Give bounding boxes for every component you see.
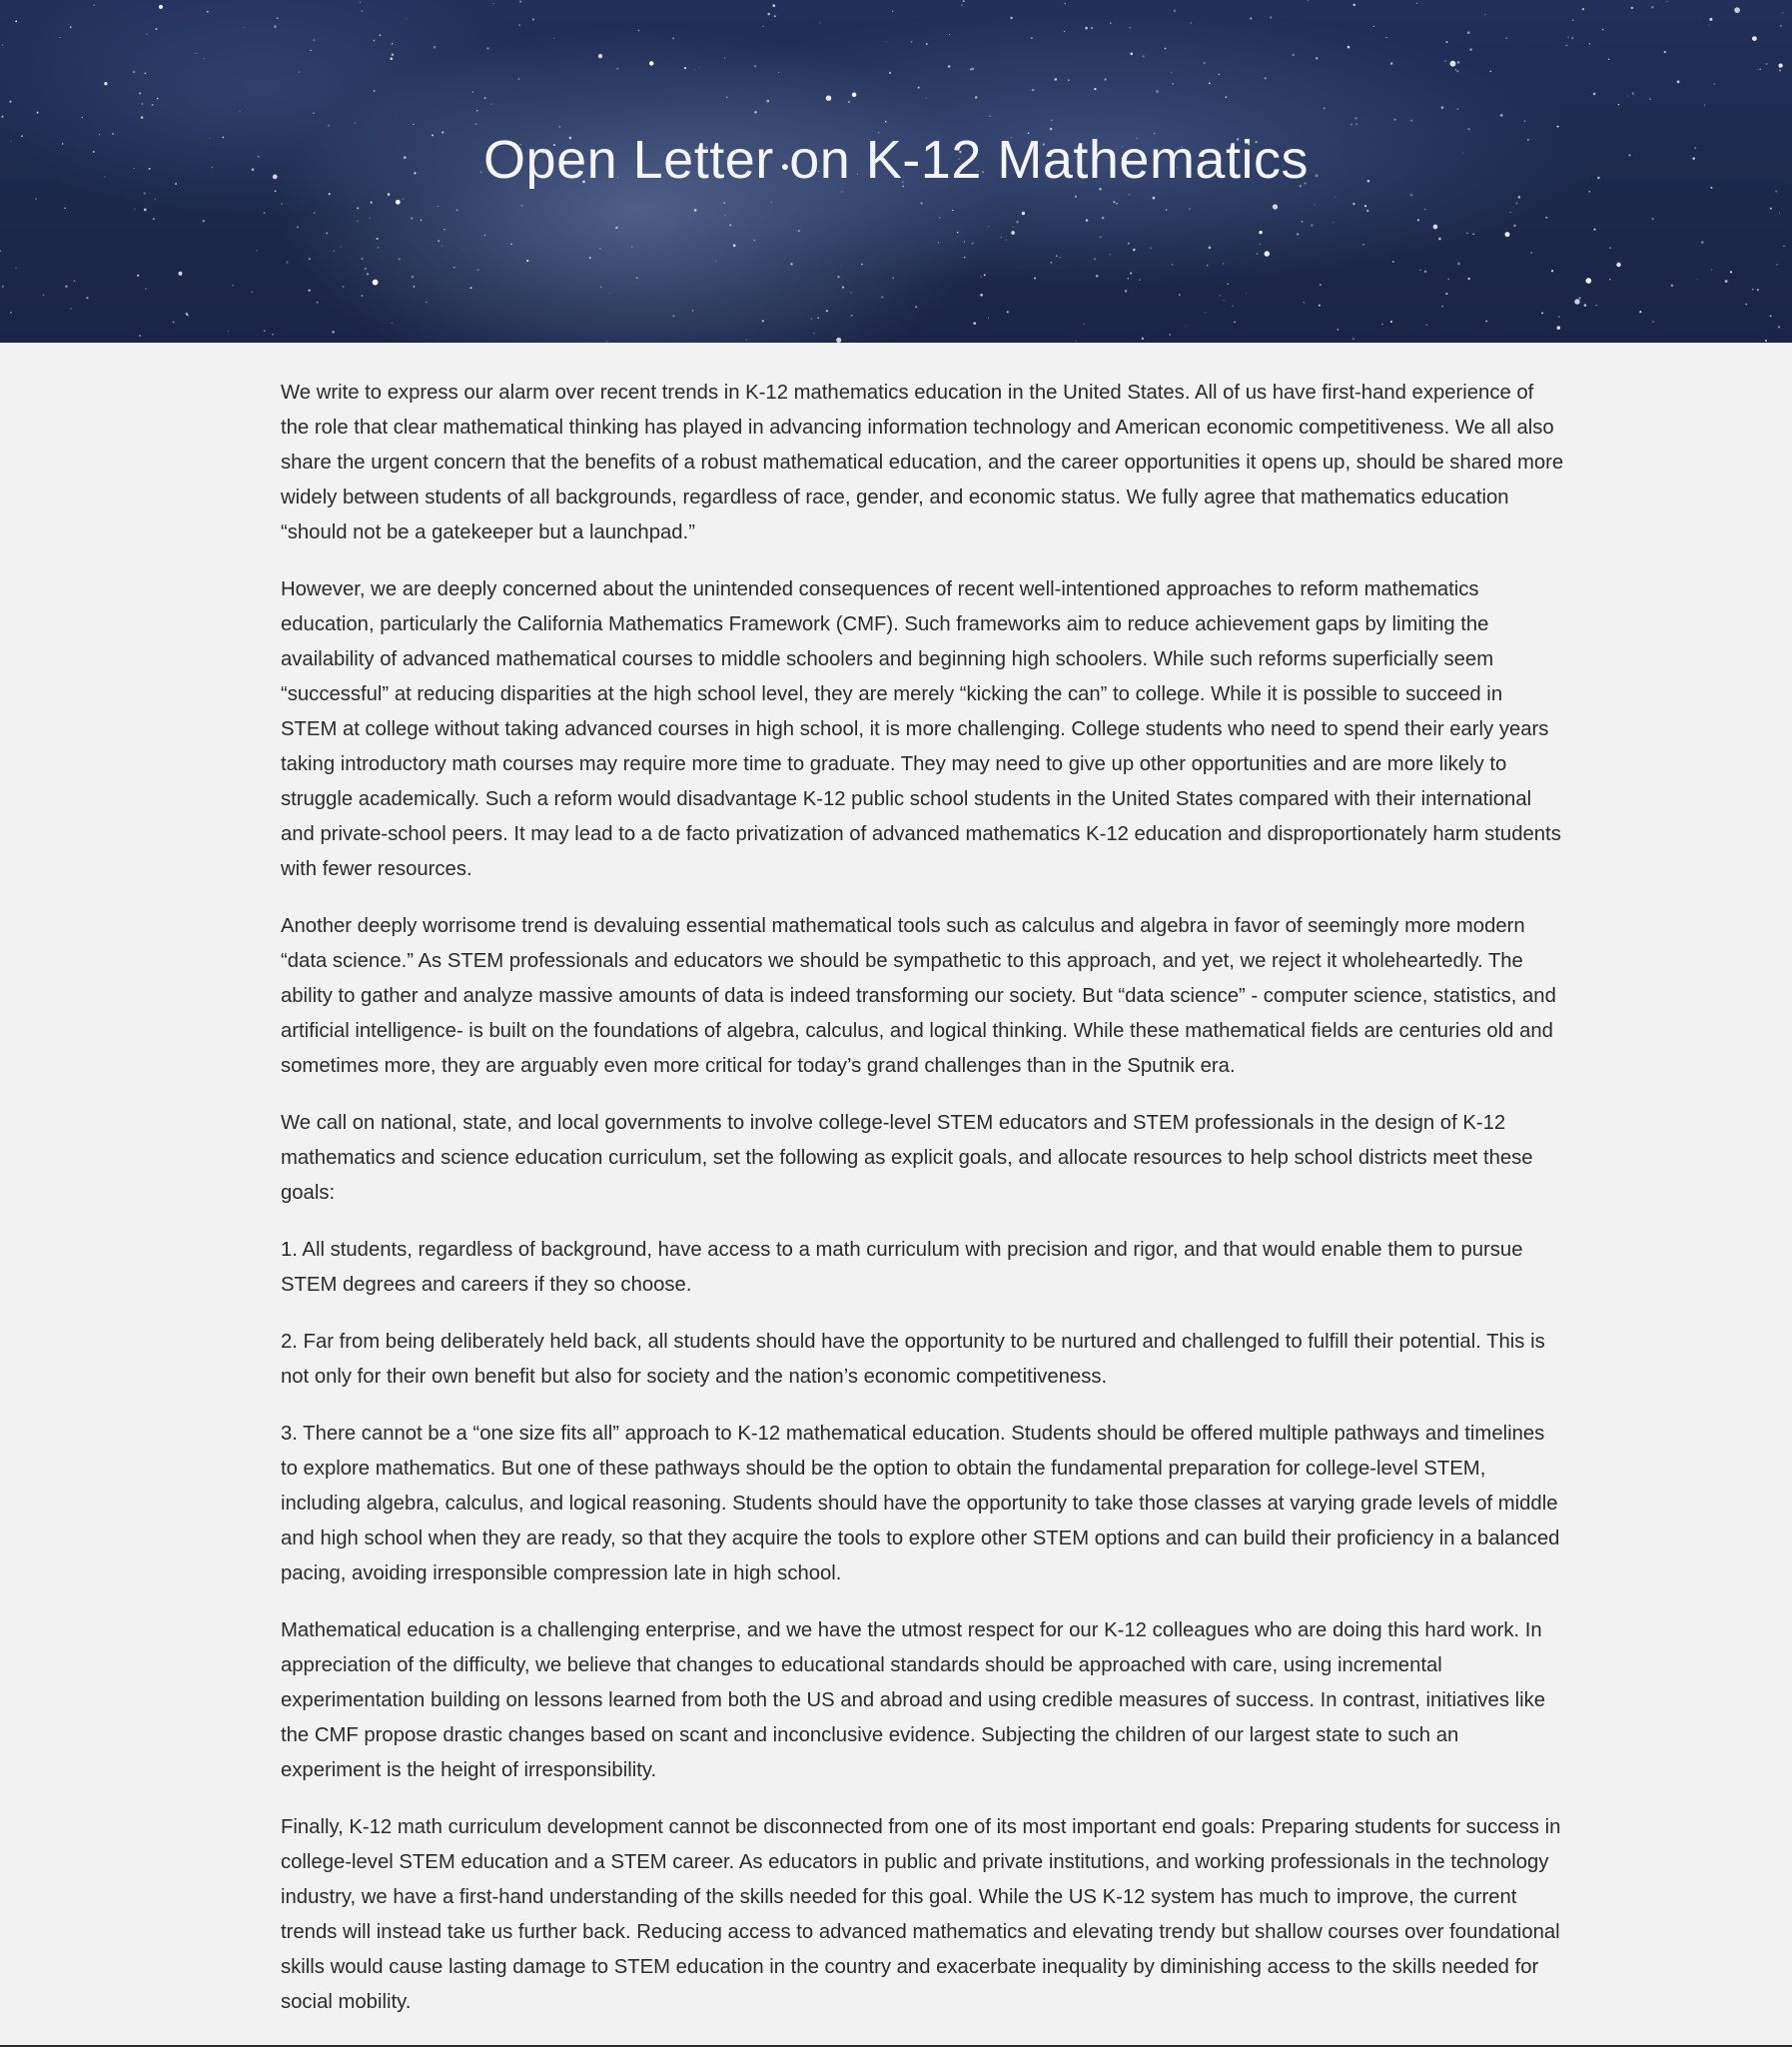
page-title: Open Letter on K-12 Mathematics [483,130,1309,190]
goal-item-3: 3. There cannot be a “one size fits all” approach to K-12 mathematical education. Students should be offered multiple pathways and timelines to explore mathematics. But one of these pathways should be the option to obtain the fundamental preparation for college-level STEM, including algebra, calculus, and logical reasoning. Students should have the opportunity to take those classes at varying grade levels of middle and high school when they are ready, so that they acquire the tools to explore other STEM options and can build their proficiency in a balanced pacing, avoiding irresponsible compression late in high school. [281,1423,1560,1584]
paragraph-finally: Finally, K-12 math curriculum development cannot be disconnected from one of its most important end goals: Preparing students for success in college-level STEM education and a STEM career. As educators in public and private institutions, and working professionals in the technology industry, we have a first-hand understanding of the skills needed for this goal. While the US K-12 system has much to improve, the current trends will instead take us further back. Reducing access to advanced mathematics and elevating trendy but shallow courses over foundational skills would cause lasting damage to STEM education in the country and exacerbate inequality by diminishing access to the skills needed for social mobility. [281,1816,1561,2013]
paragraph-concerns-cmf: However, we are deeply concerned about the unintended consequences of recent well-intentioned approaches to reform mathematics education, particularly the California Mathematics Framework (CMF). Such frameworks aim to reduce achievement gaps by limiting the availability of advanced mathematical courses to middle schoolers and beginning high schoolers. While such reforms superficially seem “successful” at reducing disparities at the high school level, they are merely “kicking the can” to college. While it is possible to succeed in STEM at college without taking advanced courses in high school, it is more challenging. College students who need to spend their early years taking introductory math courses may require more time to graduate. They may need to give up other opportunities and are more likely to struggle academically. Such a reform would disadvantage K-12 public school students in the United States compared with their international and private-school peers. It may lead to a de facto privatization of advanced mathematics K-12 education and disproportionately harm students with fewer resources. [281,578,1561,880]
paragraph-intro: We write to express our alarm over recent trends in K-12 mathematics education in the United States. All of us have first-hand experience of the role that clear mathematical thinking has played in advancing information technology and American economic competitiveness. We all also share the urgent concern that the benefits of a robust mathematical education, and the career opportunities it opens up, should be shared more widely between students of all backgrounds, regardless of race, gender, and economic status. We fully agree that mathematics education “should not be a gatekeeper but a launchpad.” [281,382,1564,543]
hero-banner [0,0,1792,343]
goal-item-1: 1. All students, regardless of background, have access to a math curriculum with precision and rigor, and that would enable them to pursue STEM degrees and careers if they so choose. [281,1239,1523,1296]
paragraph-call-to-action: We call on national, state, and local governments to involve college-level STEM educators and STEM professionals in the design of K-12 mathematics and science education curriculum, set the following as explicit goals, and allocate resources to help school districts meet these goals: [281,1112,1533,1204]
paragraph-respect: Mathematical education is a challenging enterprise, and we have the utmost respect for our K-12 colleagues who are doing this hard work. In appreciation of the difficulty, we believe that changes to educational standards should be approached with care, using incremental experimentation building on lessons learned from both the US and abroad and using credible measures of success. In contrast, initiatives like the CMF propose drastic changes based on scant and inconclusive evidence. Subjecting the children of our largest state to such an experiment is the height of irresponsibility. [281,1619,1546,1781]
goal-item-2: 2. Far from being deliberately held back, all students should have the opportunity to be nurtured and challenged to fulfill their potential. This is not only for their own benefit but also for society and the nation’s economic competitiveness. [281,1331,1545,1388]
paragraph-data-science: Another deeply worrisome trend is devaluing essential mathematical tools such as calculus and algebra in favor of seemingly more modern “data science.” As STEM professionals and educators we should be sympathetic to this approach, and yet, we reject it wholeheartedly. The ability to gather and analyze massive amounts of data is indeed transforming our society. But “data science” - computer science, statistics, and artificial intelligence- is built on the foundations of algebra, calculus, and logical thinking. While these mathematical fields are centuries old and sometimes more, they are arguably even more critical for today’s grand challenges than in the Sputnik era. [281,915,1556,1077]
letter-body [281,376,1564,2042]
